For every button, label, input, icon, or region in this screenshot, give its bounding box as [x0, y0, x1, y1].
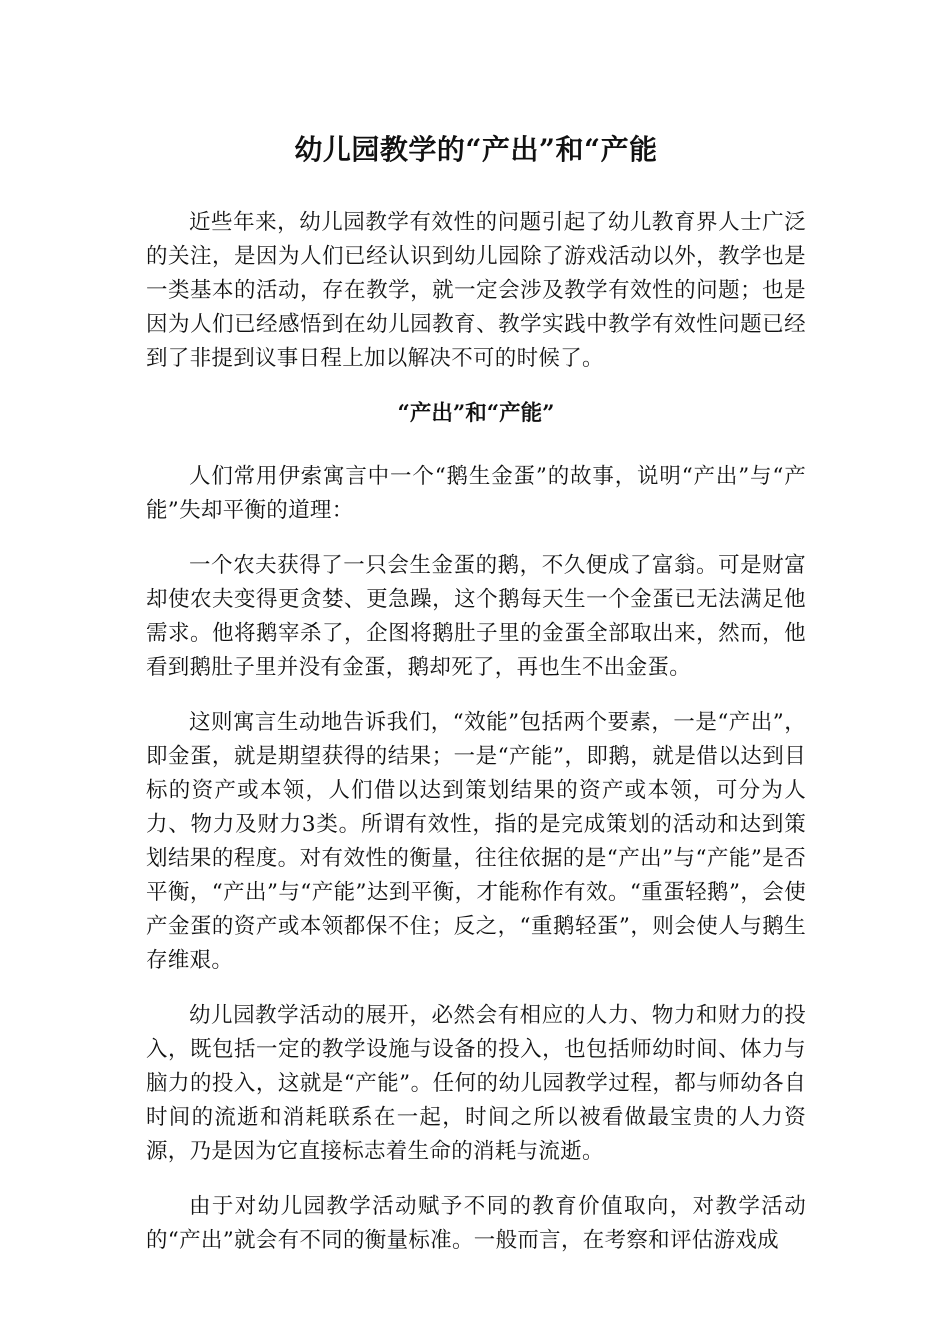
paragraph: 这则寓言生动地告诉我们，“效能”包括两个要素，一是“产出”，即金蛋，就是期望获得的结果；一是“产能”，即鹅，就是借以达到目标的资产或本领，人们借以达到策划结果的资产或本领，可分为人力、物力及财力3类。所谓有效性，指的是完成策划的活动和达到策划结果的程度。对有效性的衡量，往往依据的是“产出”与“产能”是否平衡，“产出”与“产能”达到平衡，才能称作有效。“重蛋轻鹅”，会使产金蛋的资产或本领都保不住；反之，“重鹅轻蛋”，则会使人与鹅生存维艰。: [146, 710, 806, 973]
paragraph: 一个农夫获得了一只会生金蛋的鹅，不久便成了富翁。可是财富却使农夫变得更贪婪、更急躁，这个鹅每天生一个金蛋已无法满足他需求。他将鹅宰杀了，企图将鹅肚子里的金蛋全部取出来，然而，他看到鹅肚子里并没有金蛋，鹅却死了，再也生不出金蛋。: [146, 553, 806, 680]
paragraph: 由于对幼儿园教学活动赋予不同的教育价值取向，对教学活动的“产出”就会有不同的衡量标准。一般而言，在考察和评估游戏成: [146, 1194, 806, 1253]
paragraph-intro: 近些年来，幼儿园教学有效性的问题引起了幼儿教育界人士广泛的关注，是因为人们已经认识到幼儿园除了游戏活动以外，教学也是一类基本的活动，存在教学，就一定会涉及教学有效性的问题；也是因为人们已经感悟到在幼儿园教育、教学实践中教学有效性问题已经到了非提到议事日程上加以解决不可的时候了。: [146, 210, 806, 371]
section-heading: “产出”和“产能”: [397, 401, 555, 426]
document-body: [146, 128, 806, 1279]
document-title: 幼儿园教学的“产出”和“产能: [294, 133, 658, 166]
paragraph: 人们常用伊索寓言中一个“鹅生金蛋”的故事，说明“产出”与“产能”失却平衡的道理：: [146, 464, 806, 523]
paragraph: 幼儿园教学活动的展开，必然会有相应的人力、物力和财力的投入，既包括一定的教学设施与设备的投入，也包括师幼时间、体力与脑力的投入，这就是“产能”。任何的幼儿园教学过程，都与师幼各自时间的流逝和消耗联系在一起，时间之所以被看做最宝贵的人力资源，乃是因为它直接标志着生命的消耗与流逝。: [146, 1003, 806, 1164]
